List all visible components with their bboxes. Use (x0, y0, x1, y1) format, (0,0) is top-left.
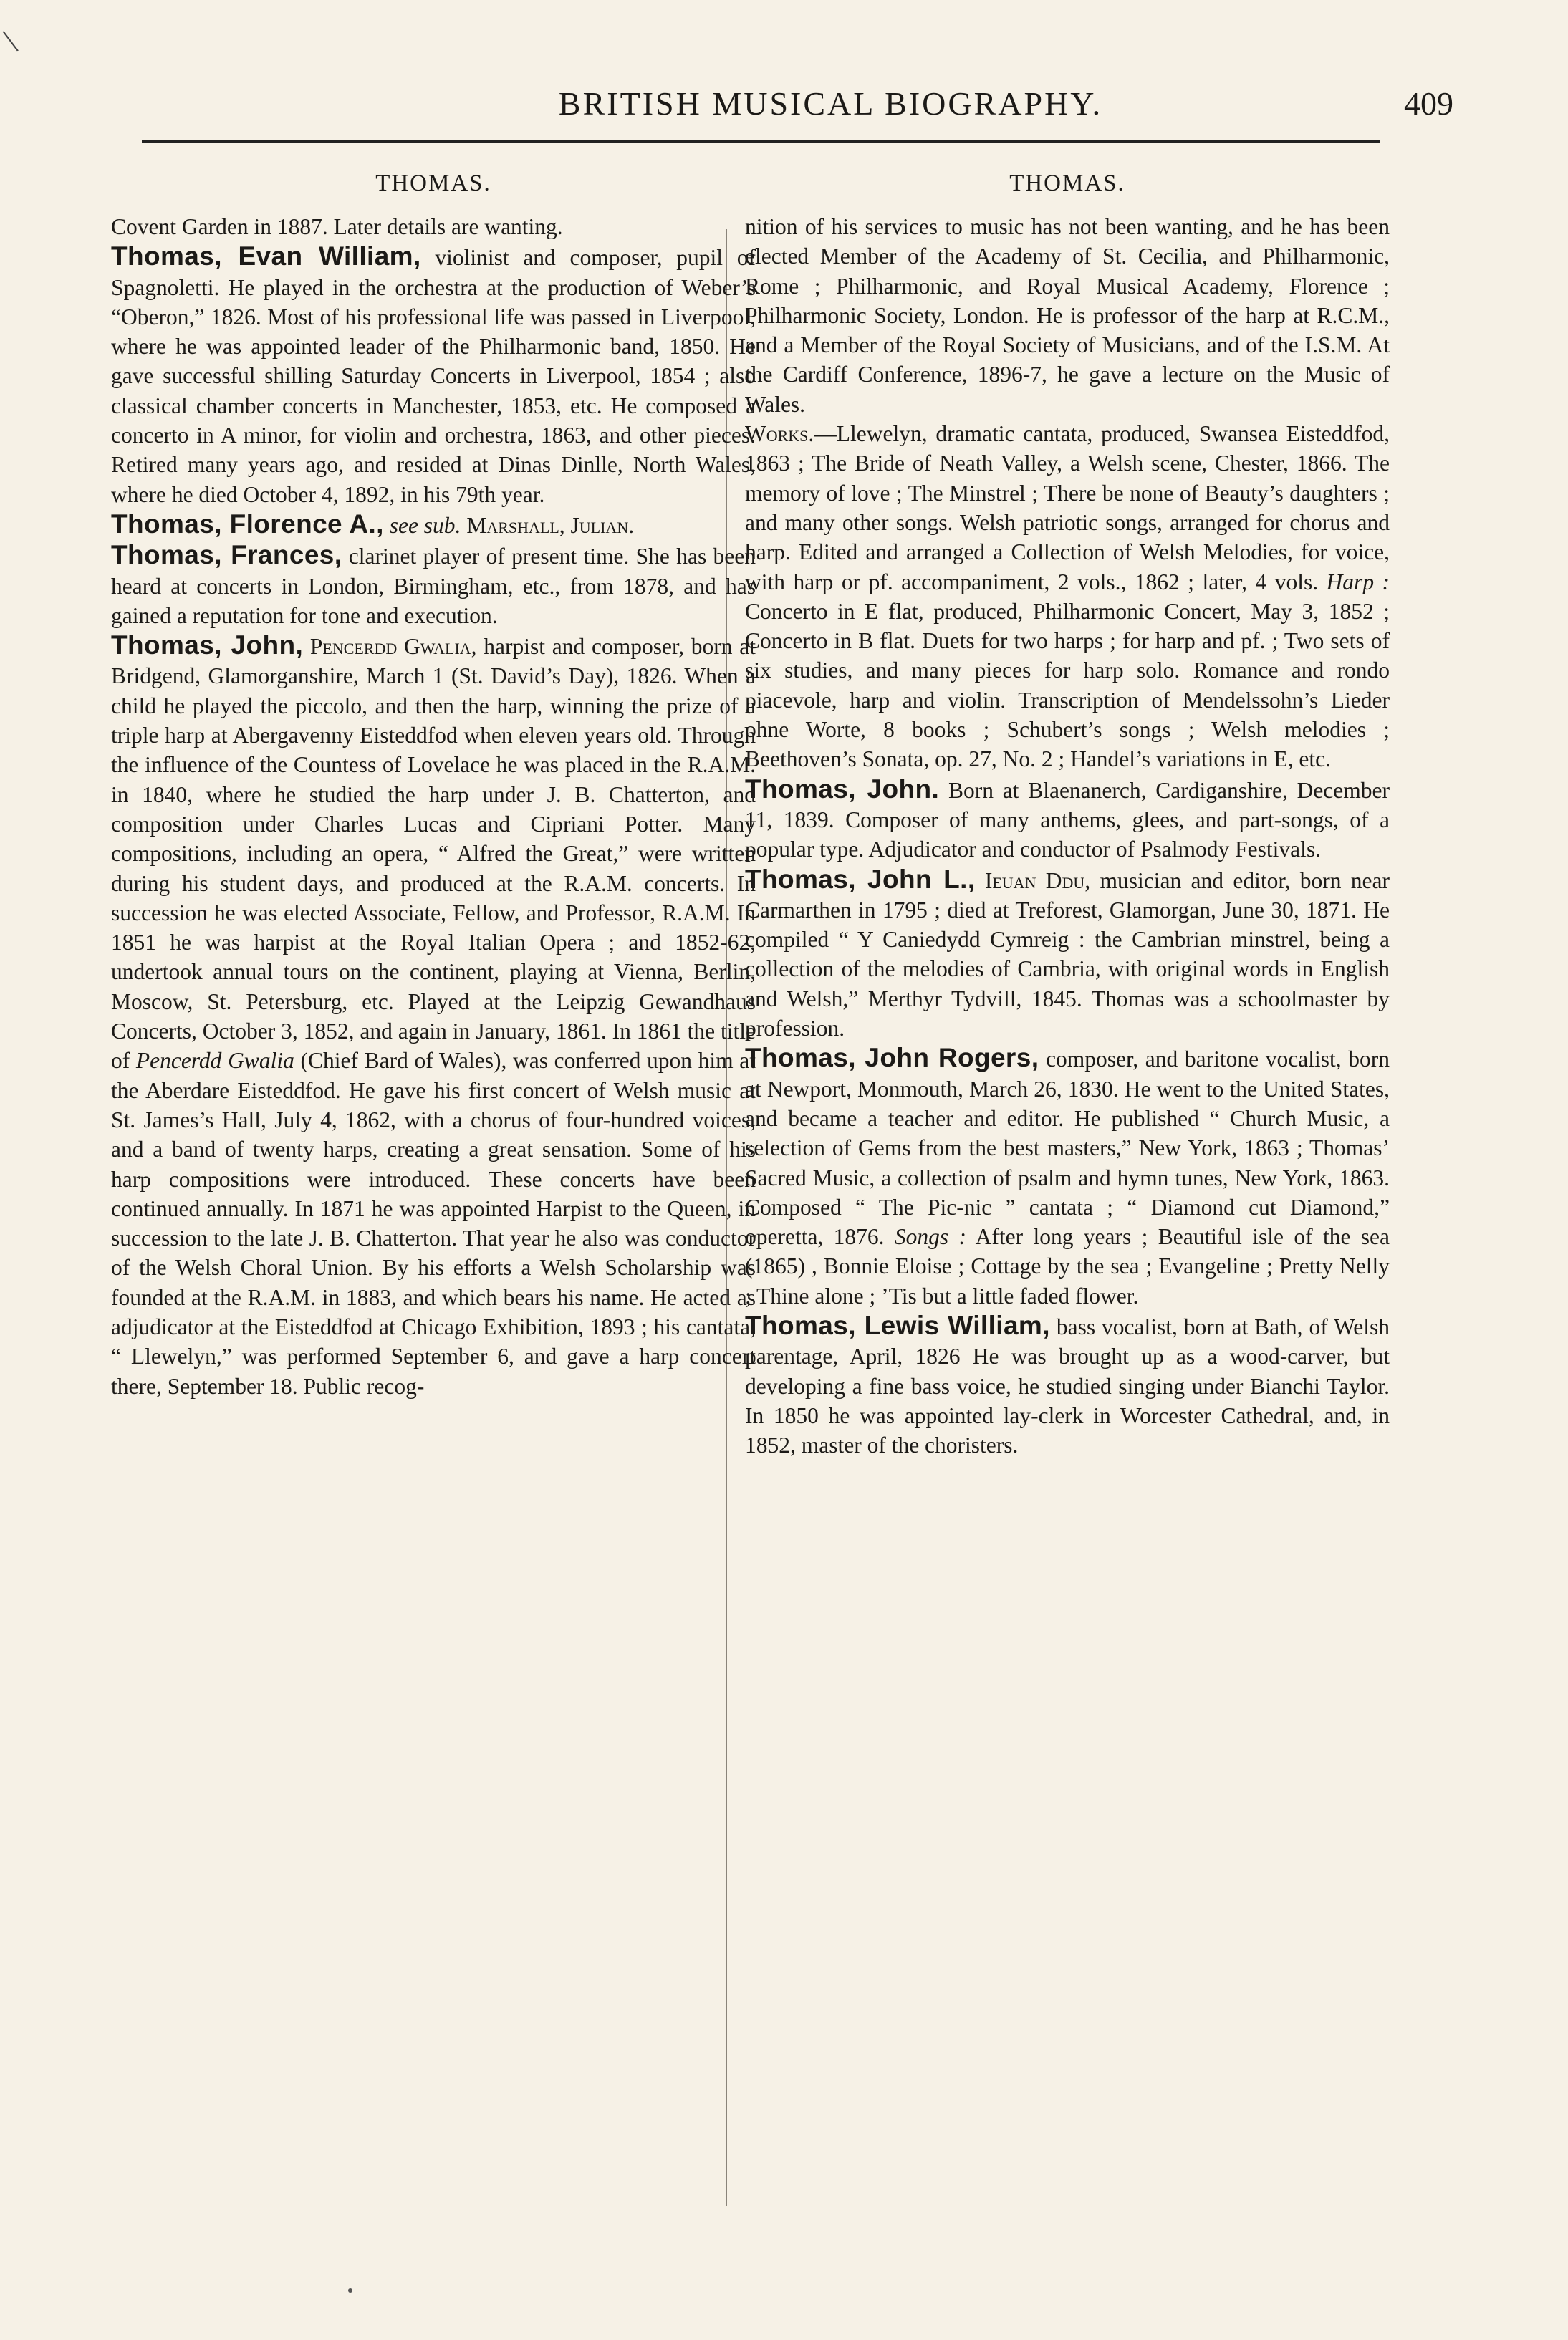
entry-evan-william (111, 241, 756, 509)
page-number: 409 (1404, 85, 1453, 122)
entry-john-rogers (745, 1043, 1390, 1311)
entry-text: composer, and baritone vocalist, born at Newport, Monmouth, March 26, 1830. He went to the United States, and became a teacher and editor. He published “ Church Music, a selection of Gems from the best masters,” New York, 1863 ; Thomas’ Sacred Music, a collection of psalm and hymn tunes, New York, 1863. Composed “ The Pic-nic ” cantata ; “ Diamond cut Diamond,” operetta, 1876. (745, 1046, 1390, 1250)
headword: Thomas, John, (111, 630, 304, 660)
entry-text: clarinet player of present time. She has been heard at concerts in London, Birmingham, etc., from 1878, and has gained a reputation for tone and execution. (111, 544, 756, 628)
entry-text: violinist and composer, pupil of Spagnoletti. He played in the orchestra at the production of Weber’s “Oberon,” 1826. Most of his professional life was passed in Liverpool, where he was appointed leader of the Philharmonic band, 1850. He gave successful shilling Saturday Concerts in Liverpool, 1854 ; also classical chamber concerts in Manchester, 1853, etc. He composed a concerto in A minor, for violin and orchestra, 1863, and other pieces. Retired many years ago, and resided at Dinas Dinlle, North Wales, where he died October 4, 1892, in his 79th year. (111, 245, 756, 507)
entry-john-blaenanerch (745, 774, 1390, 865)
works-label: Works. (745, 421, 814, 447)
entry-florence (111, 509, 756, 540)
harp-label: Harp : (1326, 569, 1390, 594)
entry-lewis-william (745, 1311, 1390, 1460)
entry-john-l (745, 865, 1390, 1044)
headword: Thomas, Evan William, (111, 241, 421, 271)
bardic-name: Ieuan Ddu, (984, 867, 1091, 893)
margin-pencil-mark: \ (0, 21, 21, 61)
running-head (115, 85, 1453, 135)
headword: Thomas, John L., (745, 864, 976, 894)
running-title: BRITISH MUSICAL BIOGRAPHY. (558, 85, 1103, 122)
see-reference-label: see sub. (389, 512, 461, 538)
works-paragraph (745, 419, 1390, 774)
italic-title: Pencerdd Gwalia (135, 1048, 294, 1074)
entry-john-pencerdd (111, 630, 756, 1401)
entry-text: bass vocalist, born at Bath, of Welsh parentage, April, 1826 He was brought up as a wood-carver, but developing a fine bass voice, he studied singing under Bianchi Taylor. In 1850 he was appointed lay-clerk in Worcester Cathedral, and, in 1852, master of the choristers. (745, 1314, 1390, 1458)
headword: Thomas, John. (745, 774, 940, 804)
songs-label: Songs : (894, 1224, 967, 1250)
left-column-heading: THOMAS. (375, 170, 491, 196)
header-rule (142, 140, 1380, 143)
entry-text: Born at Blaenanerch, Cardiganshire, December 11, 1839. Composer of many anthems, glees, and part-songs, of a popular type. Adjudicator and conductor of Psalmody Festivals. (745, 777, 1390, 862)
headword: Thomas, John Rogers, (745, 1043, 1039, 1073)
carryover-paragraph: Covent Garden in 1887. Later details are wanting. (111, 214, 563, 239)
entry-text: harpist and composer, born at Bridgend, Glamorganshire, March 1 (St. David’s Day), 1826. When a child he played the piccolo, and then the harp, winning the prize of a triple harp at Abergavenny Eisteddfod when eleven years old. Through the influence of the Countess of Lovelace he was placed in the R.A.M. in 1840, where he studied the harp under J. B. Chatterton, and composition under Charles Lucas and Cipriani Potter. Many compositions, including an opera, “ Alfred the Great,” were written during his student days, and produced at the R.A.M. concerts. In succession he was elected Associate, Fellow, and Professor, R.A.M. In 1851 he was harpist at the Royal Italian Opera ; and 1852-62, undertook annual tours on the continent, playing at Vienna, Berlin, Moscow, St. Petersburg, etc. Played at the Leipzig Gewandhaus Concerts, October 3, 1852, and again in January, 1861. In 1861 the title of (111, 634, 756, 1074)
headword: Thomas, Florence A., (111, 509, 384, 539)
entry-text: musician and editor, born near Carmarthen in 1795 ; died at Treforest, Glamorgan, June 30, 1871. He compiled “ Y Caniedydd Cymreig : the Cambrian minstrel, being a collection of the melodies of Cambria, with original words in English and Welsh,” Merthyr Tydvill, 1845. Thomas was a schoolmaster by profession. (745, 867, 1390, 1041)
headword: Thomas, Lewis William, (745, 1310, 1050, 1340)
left-column (111, 166, 756, 1401)
bardic-name: Pencerdd Gwalia, (309, 634, 477, 660)
works-text: —Llewelyn, dramatic cantata, produced, Swansea Eisteddfod, 1863 ; The Bride of Neath Valley, a Welsh scene, Chester, 1866. The memory of love ; The Minstrel ; There be none of Beauty’s daughters ; and many other songs. Welsh patriotic songs, arranged for chorus and harp. Edited and arranged a Collection of Welsh Melodies, for voice, with harp or pf. accompaniment, 2 vols., 1862 ; later, 4 vols. (745, 421, 1390, 594)
cross-reference: Marshall, Julian. (466, 512, 635, 538)
right-column (745, 166, 1390, 1460)
right-column-heading: THOMAS. (1009, 170, 1125, 196)
entry-text-continued: (Chief Bard of Wales), was conferred upon him at the Aberdare Eisteddfod. He gave his first concert of Welsh music at St. James’s Hall, July 4, 1862, with a chorus of four-hundred voices, and a band of twenty harps, creating a great sensation. Some of his harp compositions were introduced. These concerts have been continued annually. In 1871 he was appointed Harpist to the Queen, in succession to the late J. B. Chatterton. That year he also was conductor of the Welsh Choral Union. By his efforts a Welsh Scholarship was founded at the R.A.M. in 1883, and which bears his name. He acted as adjudicator at the Eisteddfod at Chicago Exhibition, 1893 ; his cantata, “ Llewelyn,” was performed September 6, and gave a harp concert there, September 18. Public recog- (111, 1048, 756, 1399)
john-continuation: nition of his services to music has not been wanting, and he has been elected Member of the Academy of St. Cecilia, and Philharmonic, Rome ; Philharmonic, and Royal Musical Academy, Florence ; Philharmonic Society, London. He is professor of the harp at R.C.M., and a Member of the Royal Society of Musicians, and of the I.S.M. At the Cardiff Conference, 1896-7, he gave a lecture on the Music of Wales. (745, 214, 1390, 417)
entry-frances (111, 540, 756, 630)
entry-text-continued: After long years ; Beautiful isle of the sea (1865) , Bonnie Eloise ; Cottage by the sea ; Evangeline ; Pretty Nelly ; Thine alone ; ’Tis but a little faded flower. (745, 1224, 1390, 1309)
works-text-continued: Concerto in E flat, produced, Philharmonic Concert, May 3, 1852 ; Concerto in B flat. Duets for two harps ; for harp and pf. ; Two sets of six studies, and many pieces for harp solo. Romance and rondo piacevole, harp and violin. Transcription of Mendelssohn’s Lieder ohne Worte, 8 books ; Schubert’s songs ; Welsh melodies ; Beethoven’s Sonata, op. 27, No. 2 ; Handel’s variations in E, etc. (745, 598, 1390, 772)
headword: Thomas, Frances, (111, 540, 342, 570)
ink-dot (348, 2288, 352, 2293)
